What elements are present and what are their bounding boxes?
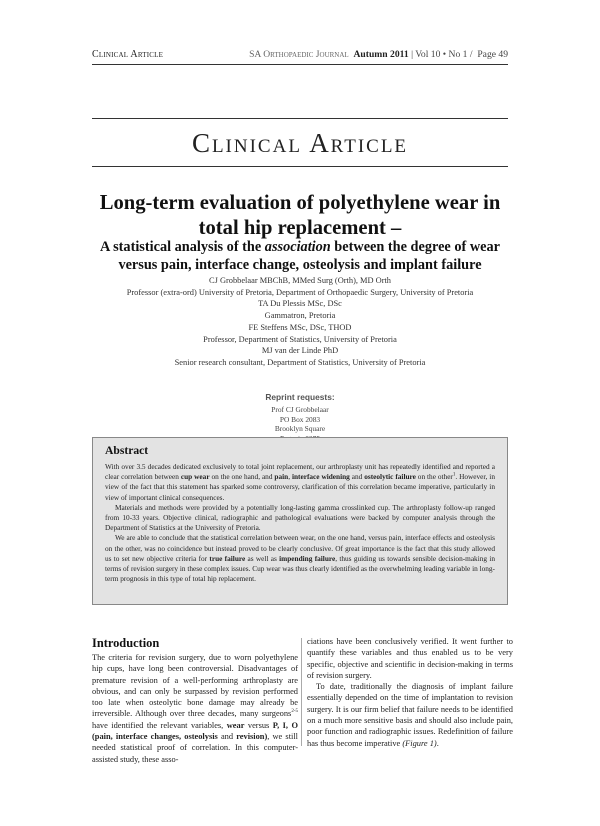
intro-column-left bbox=[92, 636, 298, 765]
subtitle-text-b: between the degree of wear bbox=[330, 239, 500, 255]
text-run: We are able to conclude that the statistical correlation between wear, on the one hand, versus pain, interface effects and osteolysis on the other, was no coincidence but instead proved to be clearly conclusive. Of great importance is the fact that this study allowed us to set new objective criteria for bbox=[105, 533, 495, 563]
text-run: The criteria for revision surgery, due to worn polyethylene hip cups, have long been controversial. Disadvantages of premature revision of a well-performing arthroplasty are obvious, and can only be surpassed by revision performed too late when osteolytic bone damage may already be irreversible. Although over three decades, many surgeons bbox=[92, 653, 298, 719]
column-divider bbox=[301, 638, 302, 746]
text-run: , we still needed statistical proof of correlation. In this computer-assisted study, these asso- bbox=[92, 732, 298, 764]
subtitle-text-a: A statistical analysis of the bbox=[99, 239, 265, 255]
header-volume: Vol 10 • No 1 bbox=[415, 49, 468, 60]
text-run: versus bbox=[244, 720, 273, 730]
author-block bbox=[70, 275, 530, 369]
bold-run: pain bbox=[274, 472, 289, 482]
header-journal: SA Orthopaedic Journal bbox=[249, 49, 349, 60]
author-affiliation: Gammatron, Pretoria bbox=[264, 311, 336, 321]
author-line: FE Steffens MSc, DSc, THOD bbox=[248, 322, 352, 332]
author-line: CJ Grobbelaar MBChB, MMed Surg (Orth), MD Orth bbox=[209, 276, 391, 285]
title-line-2: total hip replacement – bbox=[198, 216, 402, 239]
abstract-title: Abstract bbox=[105, 444, 149, 457]
reference-superscript: 2-5 bbox=[291, 709, 298, 715]
intro-column-right bbox=[307, 636, 513, 749]
header-page: Page 49 bbox=[477, 49, 508, 60]
article-title bbox=[80, 191, 520, 240]
reference-superscript: 1 bbox=[452, 472, 456, 478]
subtitle-line-1 bbox=[80, 239, 520, 257]
author-line: MJ van der Linde PhD bbox=[261, 346, 339, 356]
text-run: on the other bbox=[415, 472, 453, 482]
reprint-line: PO Box 2083 bbox=[279, 414, 321, 424]
bold-run: cup wear bbox=[180, 472, 210, 482]
header-rule bbox=[92, 64, 508, 65]
author-affiliation: Senior research consultant, Department of Statistics, University of Pretoria bbox=[174, 357, 426, 367]
text-run: , thus guiding us towards sensible decision-making in terms of revision surgery in these complex issues. Cup wear was thus clearly identified as the overwhelming leading variable in long-term prognosis in this type of total hip replacement. bbox=[105, 553, 496, 584]
article-subtitle bbox=[80, 239, 520, 274]
bold-run: revision) bbox=[236, 732, 268, 742]
reprint-heading: Reprint requests: bbox=[265, 392, 335, 402]
abstract-box bbox=[92, 437, 508, 605]
text-run: on the one hand, and bbox=[209, 472, 275, 482]
reprint-line: Prof CJ Grobbelaar bbox=[271, 405, 329, 414]
banner-rule-bottom bbox=[92, 166, 508, 167]
text-run: . bbox=[436, 738, 439, 748]
bold-run: wear bbox=[226, 720, 245, 730]
text-run: have identified the relevant variables, bbox=[92, 720, 227, 730]
subtitle-italic: association bbox=[264, 239, 331, 255]
text-run: and bbox=[349, 472, 365, 482]
abstract-paragraph bbox=[105, 462, 495, 503]
reprint-line: Brooklyn Square bbox=[274, 424, 326, 434]
author-affiliation: Professor (extra-ord) University of Pretoria, Department of Orthopaedic Surgery, University of Pretoria bbox=[126, 287, 474, 297]
intro-paragraph bbox=[307, 681, 513, 749]
bold-run: impending failure bbox=[279, 553, 336, 563]
text-run: , bbox=[288, 472, 292, 482]
author-line: TA Du Plessis MSc, DSc bbox=[258, 299, 342, 309]
header-section: Clinical Article bbox=[92, 49, 164, 60]
text-run: With over 3.5 decades dedicated exclusively to total joint replacement, our arthroplasty unit has repeatedly identified and reported a clear correlation between bbox=[105, 462, 495, 482]
header-journal-info: SA Orthopaedic Journal Autumn 2011 | Vol 10 • No 1 / Page 49 bbox=[249, 49, 508, 60]
title-line-1: Long-term evaluation of polyethylene wear in bbox=[99, 192, 501, 214]
bold-run: osteolytic failure bbox=[364, 472, 416, 482]
bold-run: interface widening bbox=[291, 472, 350, 482]
banner-rule-top bbox=[92, 118, 508, 119]
text-run: To date, traditionally the diagnosis of implant failure essentially depended on the time of implantation to revision surgery. It is our firm belief that failure needs to be identified on a much more sensitive basis and should also include pain, poor function and radiographic issues. Redefinition of failure has thus become imperative bbox=[307, 682, 513, 748]
introduction-heading: Introduction bbox=[92, 636, 160, 650]
text-run: as well as bbox=[245, 553, 280, 563]
bold-run: P, I, O (pain, interface changes, osteolysis bbox=[92, 720, 298, 742]
figure-reference[interactable]: (Figure 1) bbox=[402, 738, 437, 748]
abstract-body bbox=[105, 462, 495, 584]
running-header bbox=[92, 49, 508, 63]
text-run: . However, in view of the fact that this statement has sparked some controversy, clarification of this correlation became imperative, particularly in view of important clinical consequences. bbox=[105, 472, 495, 502]
intro-paragraph bbox=[92, 652, 298, 765]
section-banner: Clinical Article bbox=[191, 128, 409, 158]
abstract-paragraph bbox=[105, 533, 495, 584]
text-run: and bbox=[217, 732, 237, 742]
subtitle-line-2: versus pain, interface change, osteolysis and implant failure bbox=[118, 256, 482, 273]
author-affiliation: Professor, Department of Statistics, University of Pretoria bbox=[203, 334, 397, 344]
bold-run: true failure bbox=[209, 553, 246, 563]
intro-paragraph: ciations have been conclusively verified. It went further to quantify these variables and thus enabled us to be very specific, objective and scientific in decision-making in terms of revision surgery. bbox=[307, 637, 513, 680]
abstract-paragraph: Materials and methods were provided by a potentially long-lasting gamma crosslinked cup. The arthroplasty follow-up ranged from 10-33 years. Objective clinical, radiographic and pathological evaluations were backed by computer analysis through the Department of Statistics at the University of Pretoria. bbox=[105, 502, 495, 533]
header-issue: Autumn 2011 bbox=[353, 49, 409, 60]
